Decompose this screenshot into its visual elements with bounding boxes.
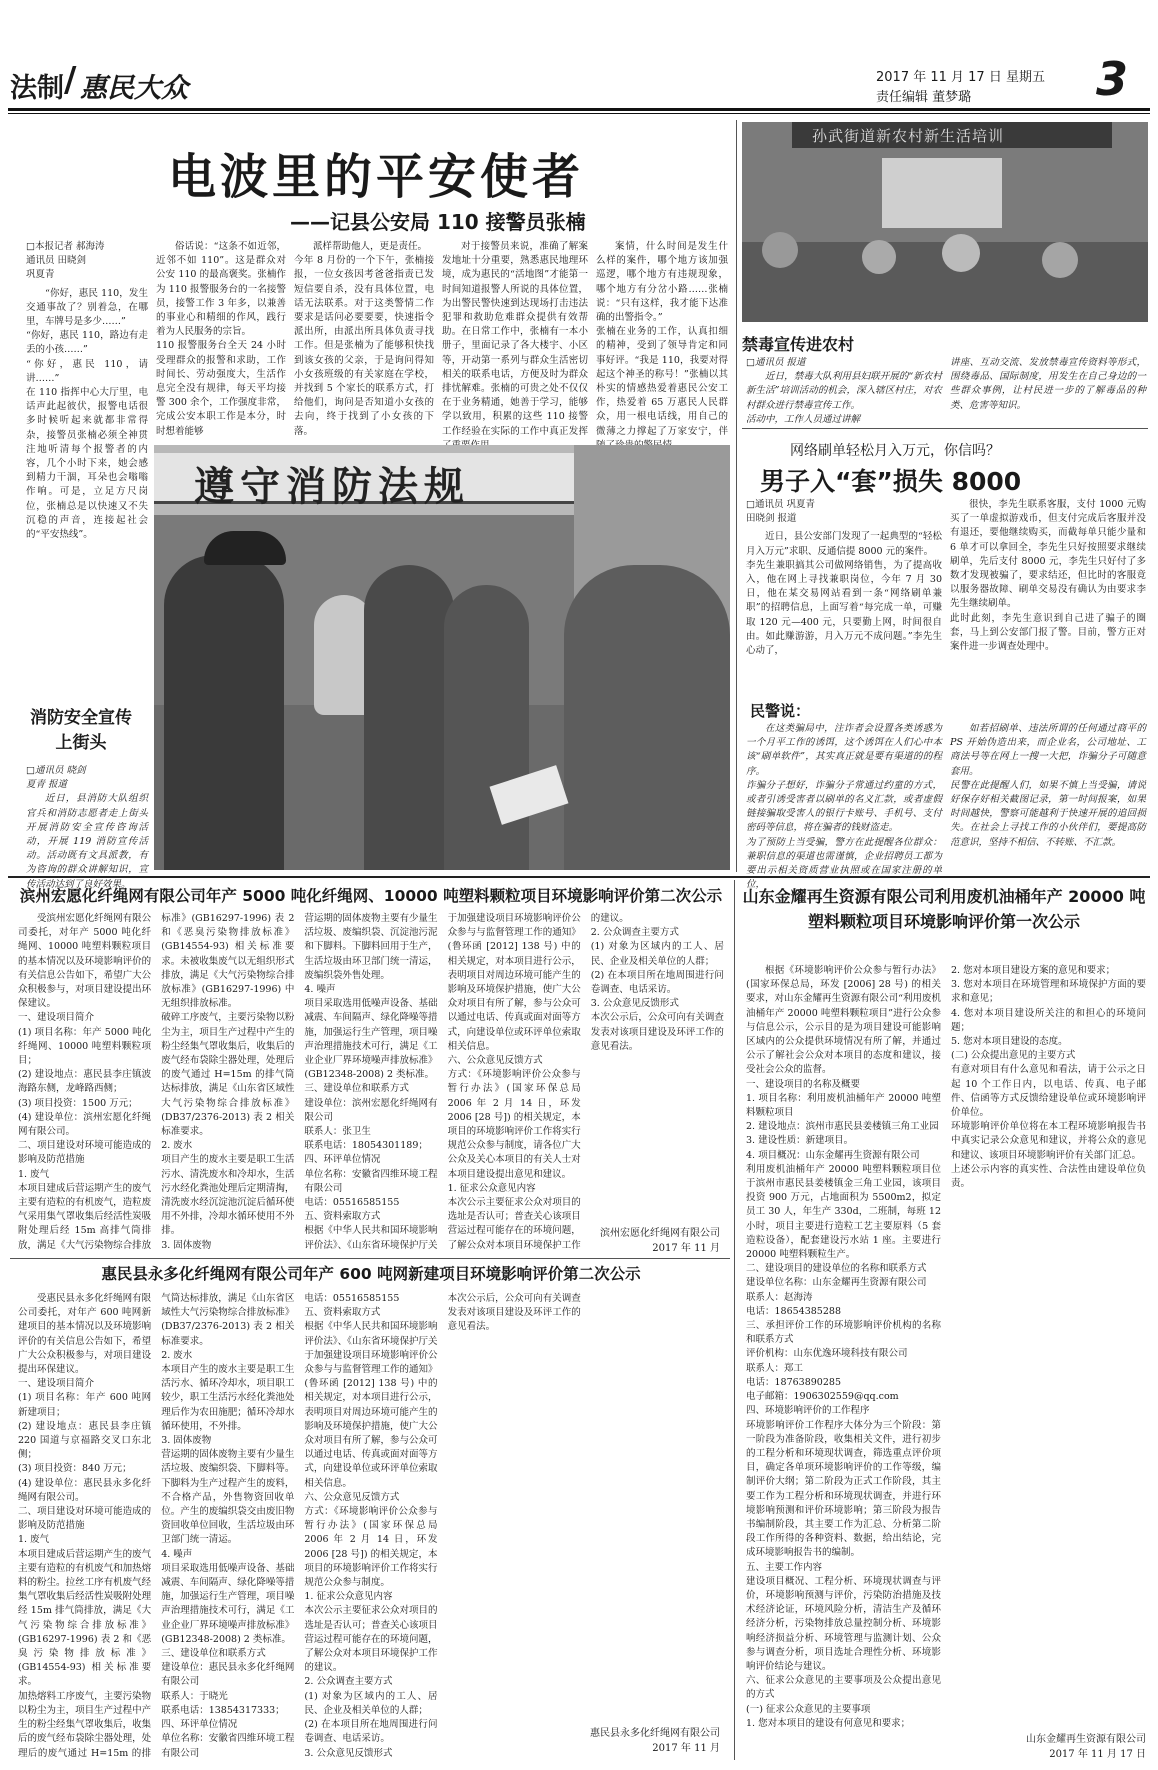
- lead-byline: □本报记者 郝海涛 通讯员 田晓剑 巩夏青: [26, 241, 105, 281]
- fraud-kicker: 网络刷单轻松月入万元，你信吗？: [790, 443, 1000, 459]
- lead-text-5: 案情，什么时间是发生什么样的案件，哪个地方该加强巡逻，哪个地方有违规现象，哪个地方有分岔小路……张楠说：“只有这样，我才能下达准确的出警指令。” 张楠在业务的工作，认真扣细的精神，受到了领导肯定和同事好评。“我是 110，我要对得起这个神圣的称号！”张楠以其朴实的情感热爱着惠民公安工作，热爱着 65 万惠民人民群众，用一根电话线，用自己的微薄之力撑起了万家安宁，伴: [596, 241, 728, 437]
- lead-column-3: [294, 240, 434, 437]
- drug-text-2: 讲座、互动交流、发放禁毒宣传资料等形式，围绕毒品、国际制度，用发生在自己身边的一些群众事例，让村民进一步的了解毒品的种类、危害等知识。: [950, 357, 1146, 411]
- fire-byline: □通讯员 晓剑 夏青 报道: [26, 765, 86, 791]
- drug-caption-col-1: [746, 356, 942, 426]
- notices-top-rule: [8, 876, 1150, 878]
- notice-3-signature: 山东金耀再生资源有限公司 2017 年 11 月 17 日: [960, 1730, 1146, 1760]
- issue-date: 2017 年 11 月 17 日 星期五: [876, 70, 1045, 85]
- lead-text-2: 俗话说：“这条不如近邻，近邻不如 110”。这是群众对公安 110 的最高褒奖。张楠作为 110 报警服务台的一名接警员，接警工作 3 年多，以兼善的事业心和精细的作风，践行着为人民服务的宗旨。 110 报警服务台全天 24 小时受理群众的报警和求助，工作时间长、劳动强度大，生活作息完全没有规律，每天平均接警 300 余个，工作强度非常，完成公安本职工作是本分，时时想着能够: [156, 241, 286, 437]
- header-rule: [8, 108, 1150, 111]
- section-slash: /: [64, 60, 77, 100]
- notice-1-body: [18, 912, 724, 1254]
- lead-column-2: [156, 240, 286, 437]
- drug-audience-head-2: [862, 240, 896, 274]
- lead-text-4: 对于接警员来说，准确了解案发地址十分重要，熟悉惠民地理环境，成为惠民的“活地图”才能第一时间知道报警人所说的具体位置，为出警民警快速到达现场打击违法犯罪和救助危难群众提供有效帮助。在日常工作中，张楠有一本小册子，里面记录了各大楼宇、小区等，开动第一系列与群众生活密切相关的联系电话，方便及时为群众排忧解难。张楠的可贵之处不仅仅在于业务精通，她善于学习，能够学以致用，积累的这些 110 接警工作经验在实际的工作中真正发挥: [442, 241, 588, 437]
- page-header: [0, 0, 1158, 112]
- header-rule-thin: [8, 113, 1150, 114]
- police-text-2: 如若招刷单、违法所谓的任何通过商平的 PS 开始伪造出来，而企业名，公司地址、工商法号等在网上一搜一大把，诈骗分子可随意套用。 民警在此提醒人们，如果不慎上当受骗，请说好保存好相关截图记录，第一时间报案，如果时间越快，警察可能越利于快速开展的追回损失。在社会上寻找工作的小伙伴们，要提高防范意识，坚持不相信、不转账、不汇款。: [950, 723, 1146, 848]
- drug-text-1: 近日，禁毒大队利用县妇联开展的“新农村新生活”培训活动的机会，深入辖区村庄，对农村群众进行禁毒宣传工作。 活动中，工作人员通过讲解: [746, 371, 942, 425]
- notice-1-title: 滨州宏愿化纤绳网有限公司年产 5000 吨化纤绳网、10000 吨塑料颗粒项目环境影响评价第二次公示: [19, 887, 723, 905]
- drug-education-photo: [742, 122, 1148, 322]
- notice-3-title: 山东金耀再生资源有限公司利用废机油桶年产 20000 吨塑料颗粒项目环境影响评价第一次公示: [742, 887, 1146, 931]
- lead-title: 电波里的平安使者: [168, 149, 585, 205]
- fraud-column-2: [950, 498, 1146, 692]
- reader-figure: [564, 565, 730, 870]
- fraud-text-1: 近日，县公安部门发现了一起典型的“轻松月入万元”求职、反通信提 8000 元的案件。 李先生兼职搞其公司做网络销售，为了提高收入，他在网上寻找兼职岗位，今年 7 月 30 日，他在某交易网站看到一条“网络刷单兼职”的招聘信息，上面写着“每完成一单，可赚取 120 元—400 元，只要勤上网，时间很自由。如此赚游游，月入万元不成问题。”李先生心动了，: [746, 531, 942, 657]
- drug-bottom-rule: [742, 428, 1148, 429]
- police-text-1: 在这类骗局中，注诈者会设置各类诱惑为一个月平工作的诱饵，这个诱饵在人们心中本该“刷单软件”，其实真正就是要有渠道的的程序。 诈骗分子想好，诈骗分子常通过约童的方式，或者引诱受害者以刷单的名义汇款，或者虚假链接骗取受害人的银行卡账号、手机号、支付密码等信息，将在骗者的钱财盗走。 为了预防上当受骗，警方在此提醒各位群众：兼职信息的渠道也需谨慎，企业招聘员工都为要出示相关资质营业执照或在国家注册的单位，: [746, 723, 942, 891]
- drug-audience-head-1: [762, 232, 798, 268]
- notice-1-text: 受滨州宏愿化纤绳网有限公司委托，对年产 5000 吨化纤绳网、10000 吨塑料颗粒项目的基本情况以及环境影响评价的有关信息公告如下，希望广大公众积极参与，对项目建设提出环保建议。 一、建设项目简介 (1) 项目名称：年产 5000 吨化纤绳网、10000 吨塑料颗粒项目； (2) 建设地点：惠民县李庄镇波海路东侧，龙峰路西侧； (3) 项目投资：1500 万元； (4) 建设单位：滨州宏愿化纤绳网有限公司。 二、项目建设对环境可能造成的影响及防范措施 1. 废气 本项目建成后营运期产生的废气主要有造粒的有机废气，造粒废气采用集气罩收集后经活性炭吸附处理后经 15m 高排气筒排放，满足《大气污染物综合排放标准》(GB16297-1996) 表 2 和《恶臭污染物排放标准》(GB14554-93) 相关标准要求。未被收集废气以无组织形式排放，满足《大气污染物综合排放标准》(GB16297-1996) 中无组织排放标准。 破碎工序废气，主要污染物以粉尘为主，项目生产过程中产生的粉尘经集气罩收集后，收集后的废气经布袋除尘器处理，处理后的废气通过 H=15m 的排气筒达标排放，满足《山东省区域性大气污染物综合排放标准》(DB37/2376-2013) 表 2 相关标准要求。 2. 废水 项目产生的废水主要是职工生活污水、清洗废水和冷却水，生活污水经化粪池处理后定期清掏，清洗废水经沉淀池沉淀后循环使用不外排，冷却水循环使用不外排。 3. 固体废物 营运期的固体废物主要有少量生活垃圾、废编织袋、沉淀池污泥和下脚料。下脚料回用于生产，生活垃圾由环卫部门统一清运，废编织袋外售处理。 4. 噪声 项目采取选用低噪声设备、基础减震、车间隔声、绿化降噪等措施，加强运行生产管理，项目噪声治理措施技术可行，满足《工业企业厂界环境噪声排放标准》(GB12348-2008) 2 类标准。 三、建设单位和联系方式 建设单位：滨州宏愿化纤绳网有限公司 联系人：张卫生 联系电话：18054301189； 四、环评单位情况 单位名称：安徽省四维环境工程有限公司 电话：05516585155 五、资料索取方式 根据《中华人民共和国环境影响评价法》、《山东省环境保护厅关于加强建设项目环境影响评价公众参与与监督管理工作的通知》(鲁环函 [2012] 138 号) 中的相关规定，对本项目进行公示，表明项目对周边环境可能产生的影响及环境保护措施，使广大公众对项目有所了解，参与公众可以通过电话、传真或面对面等方式，向建设单位或环评单位索取相关信息。 六、公众意见反馈方式 方式：《环境影响评价公众参与暂行办法》(国家环保总局 2006 年 2 月 14 日，环发 2006 [28 号]) 的相关规定，本项目的环境影响评价工作将实行规范公众参与制度，请各位广大公众及关心本项目的有关人士对本项目建设提出意见和建议。 1. 征求公众意见内容 本次公示主要征求公众对项目的选址是否认可；普查关心该项目营运过程可能存在的环境问题，了解公众对本项目环境保护工作的建议。 2. 公众调查主要方式 (1) 对象为区域内的工人、居民、企业及相关单位的人群； (2) 在本项目所在地周围进行问卷调查、电话采访。 3. 公众意见反馈形式 本次公示后，公众可向有关调查发表对该项目建设及环评工作的意见看法。: [18, 913, 724, 1251]
- drug-audience-head-4: [1042, 242, 1078, 278]
- officer-cap: [204, 531, 286, 565]
- notice-2-text: 受惠民县永多化纤绳网有限公司委托，对年产 600 吨网新建项目的基本情况以及环境影响评价的有关信息公告如下，希望广大公众积极参与，对项目建设提出环保建议。 一、建设项目简介 (1) 项目名称：年产 600 吨网新建项目； (2) 建设地点：惠民县李庄镇 220 国道与京福路交叉口东北侧； (3) 项目投资：840 万元； (4) 建设单位：惠民县永多化纤绳网有限公司。 二、项目建设对环境可能造成的影响及防范措施 1. 废气 本项目建成后营运期产生的废气主要有造粒的有机废气和加热熔料的粉尘。拉丝工序有机废气经集气罩收集后经活性炭吸附处理经 15m 排气筒排放，满足《大气污染物综合排放标准》(GB16297-1996) 表 2 和《恶臭污染物排放标准》(GB14554-93) 相关标准要求。 加热熔料工序废气，主要污染物以粉尘为主，项目生产过程中产生的粉尘经集气罩收集后，收集后的废气经布袋除尘器处理，处理后的废气通过 H=15m 的排气筒达标排放，满足《山东省区域性大气污染物综合排放标准》(DB37/2376-2013) 表 2 相关标准要求。 2. 废水 本项目产生的废水主要是职工生活污水、循环冷却水，项目职工较少，职工生活污水经化粪池处理后作为农田施肥；循环冷却水循环使用，不外排。 3. 固体废物 营运期的固体废物主要有少量生活垃圾、废编织袋、下脚料等。下脚料为生产过程产生的废料，不合格产品，外售物资回收单位。产生的废编织袋交由废旧物资回收单位回收，生活垃圾由环卫部门统一清运。 4. 噪声 项目采取选用低噪声设备、基础减震、车间隔声、绿化降噪等措施，加强运行生产管理，项目噪声治理措施技术可行，满足《工业企业厂界环境噪声排放标准》(GB12348-2008) 2 类标准。 三、建设单位和联系方式 建设单位：惠民县永多化纤绳网有限公司 联系人：于晓光 联系电话：13854317333； 四、环评单位情况 单位名称：安徽省四维环境工程有限公司 电话：05516585155 五、资料索取方式 根据《中华人民共和国环境影响评价法》、《山东省环境保护厅关于加强建设项目环境影响评价公众参与与监督管理工作的通知》(鲁环函 [2012] 138 号) 中的相关规定，对本项目进行公示，表明项目对周边环境可能产生的影响及环境保护措施，使广大公众对项目有所了解，参与公众可以通过电话、传真或面对面等方式，向建设单位或环评单位索取相关信息。 六、公众意见反馈方式 方式：《环境影响评价公众参与暂行办法》(国家环保总局 2006 年 2 月 14 日，环发 2006 [28 号]) 的相关规定，本项目的环境影响评价工作将实行规范公众参与制度。 1. 征求公众意见内容 本次公示主要征求公众对项目的选址是否认可；普查关心该项目营运过程可能存在的环境问题，了解公众对本项目环境保护工作的建议。 2. 公众调查主要方式 (1) 对象为区域内的工人、居民、企业及相关单位的人群； (2) 在本项目所在地周围进行问卷调查、电话采访。 3. 公众意见反馈形式 本次公示后，公众可向有关调查发表对该项目建设及环评工作的意见看法。: [18, 1293, 581, 1759]
- editor-line: 责任编辑 董梦璐: [876, 90, 972, 105]
- page-number: 3: [1096, 52, 1129, 106]
- officer-figure: [164, 555, 284, 870]
- police-says-label: 民警说：: [750, 702, 811, 720]
- fraud-column-1: [746, 498, 942, 692]
- lead-column-1: [26, 240, 148, 541]
- section-name: 法制: [10, 73, 64, 104]
- fraud-text-2: 很快，李先生联系客服，支付 1000 元购买了一单虚拟游戏币，但支付完成后客服并没有退还，要他继续购买，而截每单只能少量和 6 单才可以拿回全，李先生只好按照要求继续刷单，先后支付 8000 元，李先生只好付了多数才发现被骗了，要求结还，但比时的客服竟以服务器故障、刷单交易没有确认为由要求李先生继续刷单。 此时此刻，李先生意识到自己进了骗子的圈套，马上到公安部门报了警。目前，警方正对案件进一步调查处理中。: [950, 499, 1146, 653]
- police-column-1: [746, 722, 942, 891]
- lead-column-5: [596, 240, 728, 437]
- fire-caption-title: 消防安全宣传 上街头: [30, 708, 132, 753]
- notice-1-signature: 滨州宏愿化纤绳网有限公司 2017 年 11 月: [590, 1224, 720, 1254]
- fraud-byline: □通讯员 巩夏青 田晓剑 报道: [746, 499, 815, 525]
- newspaper-logo: 惠民大众: [80, 73, 188, 104]
- notice-3-body: [746, 964, 1146, 1734]
- drug-audience-head-3: [942, 234, 980, 272]
- lead-text-1: “你好，惠民 110，发生交通事故了？别着急，在哪里，车牌号是多少……” “你好，惠民 110，路边有走丢的小孩……” “你好，惠民 110，请讲……” 在 110 指挥中心大厅里，电话声此起彼伏，报警电话很多时候听起来就都非常得杂，接警员张楠必须全神贯注地听清每个报警者的内容，几个小时下来，她会感到精力干涸，耳朵也会嗡嗡作响。可是，立足方尺岗位，张楠总是以快速又不失沉稳的声音，连接起社会的“平安热线”。: [26, 287, 148, 541]
- drug-banner-text: 孙武街道新农村新生活培训: [812, 127, 1005, 145]
- notice-2-signature: 惠民县永多化纤绳网有限公司 2017 年 11 月: [580, 1724, 720, 1754]
- drug-screen: [882, 158, 1002, 228]
- drug-caption-title: 禁毒宣传进农村: [742, 335, 855, 354]
- police-column-2: [950, 722, 1146, 872]
- notice-column-rule: [734, 880, 735, 1760]
- notice-2-title: 惠民县永多化纤绳网有限公司年产 600 吨网新建项目环境影响评价第二次公示: [101, 1265, 641, 1283]
- notice-2-body: [18, 1292, 724, 1762]
- man-figure: [364, 565, 454, 870]
- lead-column-4: [442, 240, 588, 437]
- lead-text-3: 派样帮助他人，更是责任。 今年 8 月份的一个下午，张楠接报，一位女孩因考爸爸指责已发短信要自杀，没有具体位置，电话无法联系。对于这类警情二作要求是话问必要要要，快速指令派出所，由派出所具体负责寻找工作。但是张楠为了能够积快找到该女孩的父亲，于是询问得知小女孩班级的有关家庭在学校，并找到 5 个家长的联系方式，打给他们，询问是否知道小女孩的去向，终于找到了小女孩的下落。: [294, 241, 434, 437]
- photo-banner-text: 遵守消防法规: [194, 464, 470, 510]
- fire-text: 近日，县消防大队组织官兵和消防志愿者走上街头开展消防安全宣传咨询活动，开展 119 消防宣传活动。活动既有文具派教，有为咨询的群众讲解知识，宣传活动达到了良好效果。: [26, 793, 148, 890]
- drug-byline: □通讯员 报道: [746, 357, 806, 368]
- fraud-title: 男子入“套”损失 8000: [760, 467, 1022, 496]
- drug-caption-col-2: [950, 356, 1146, 426]
- lead-subtitle: ——记县公安局 110 接警员张楠: [290, 210, 586, 234]
- fire-caption-text: [26, 764, 148, 890]
- fire-safety-photo: [154, 445, 730, 870]
- notice-3-text: 根据《环境影响评价公众参与暂行办法》(国家环保总局，环发 [2006] 28 号) 的相关要求，对山东金耀再生资源有限公司“利用废机油桶年产 20000 吨塑料颗粒项目”进行公众参与信息公示，公示目的是为项目建设可能影响区域内的公众提供环境情况有所了解，并通过公示了解社会公众对本项目的态度和建议，接受社会公众的监督。 一、建设项目的名称及概要 1. 项目名称：利用废机油桶年产 20000 吨塑料颗粒项目 2. 建设地点：滨州市惠民县姜楼镇三角工业园 3. 建设性质：新建项目。 4. 项目概况：山东金耀再生资源有限公司 利用废机油桶年产 20000 吨塑料颗粒项目位于滨州市惠民县姜楼镇金三角工业园，该项目投资 900 万元，占地面积为 5500m2，拟定员工 30 人，年生产 330d，二班制，每班 12 小时，项目主要进行造粒工艺主要原料（5 套造粒设备），配套建设污水站 1 座。主要进行 20000 吨塑料颗粒生产。 二、建设项目的建设单位的名称和联系方式 建设单位名称：山东金耀再生资源有限公司 联系人：赵海涛 电话：18654385288 三、承担评价工作的环境影响评价机构的名称和联系方式 评价机构：山东优逸环境科技有限公司 联系人：郑工 电话：18763890285 电子邮箱：1906302559@qq.com 四、环境影响评价的工作程序 环境影响评价工作程序大体分为三个阶段：第一阶段为准备阶段，收集相关文件，进行初步的工程分析和环境现状调查，筛选重点评价项目，确定各单项环境影响评价的工作等级，编制评价大纲；第二阶段为正式工作阶段，其主要工作为工程分析和环境现状调查，并进行环境影响预测和评价环境影响；第三阶段为报告书编制阶段，其主要工作为汇总、分析第二阶段工作所得的各种资料、数据，给出结论，完成环境影响报告书的编制。 五、主要工作内容 建设项目概况、工程分析、环境现状调查与评价，环境影响预测与评价，污染防治措施及技术经济论证，环境风险分析，清洁生产及循环经济分析，污染物排放总量控制分析、环境影响经济损益分析、环境管理与监测计划、公众参与调查分析，项目选址合理性分析、环境影响评价结论与建议。 六、征求公众意见的主要事项及公众提出意见的方式 (一) 征求公众意见的主要事项 1. 您对本项目的建设有何意见和要求； 2. 您对本项目建设方案的意见和要求； 3. 您对本项目在环境管理和环境保护方面的要求和意见； 4. 您对本项目建设所关注的和担心的环境问题； 5. 您对本项目建设的态度。 (二) 公众提出意见的主要方式 有意对项目有什么意见和看法，请于公示之日起 10 个工作日内，以电话、传真、电子邮件、信函等方式反馈给建设单位或环境影响评价单位。 环境影响评价单位将在本工程环境影响报告书中真实记录公众意见和建议，并将公众的意见和建议、该项目环境影响评价有关部门汇总。 上述公示内容的真实性、合法性由建设单位负责。: [746, 965, 1146, 1729]
- notice-1-bottom-rule: [10, 1258, 730, 1259]
- bystander-figure: [444, 585, 529, 870]
- right-column-rule: [736, 120, 737, 872]
